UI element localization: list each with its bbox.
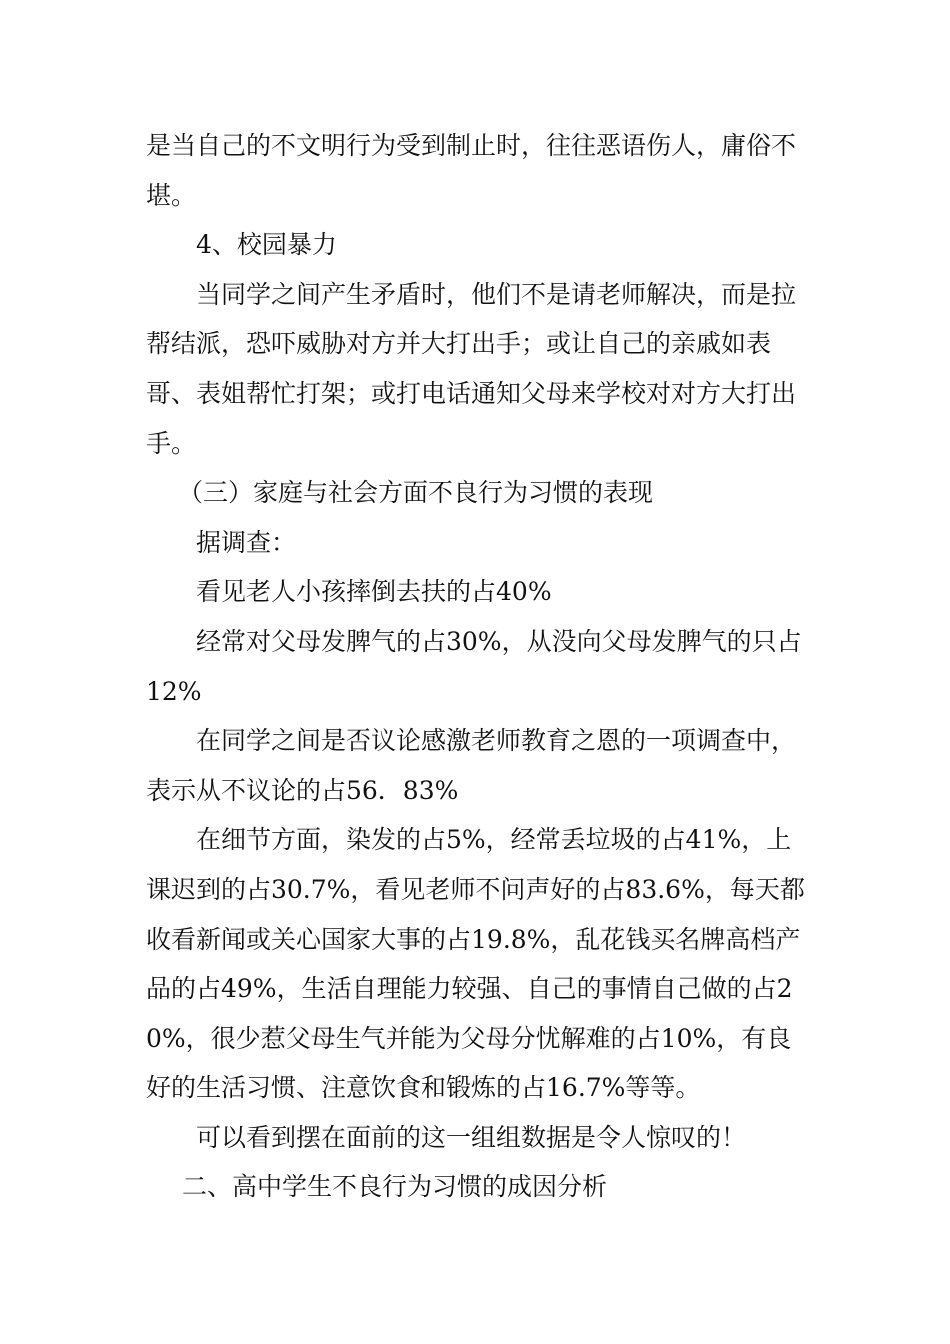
paragraph-survey-intro: 据调查： <box>196 527 297 557</box>
paragraph-survey-gratitude: 在同学之间是否议论感激老师教育之恩的一项调查中，表示从不议论的占56．83% <box>146 726 797 805</box>
document-body <box>146 121 806 1212</box>
section-heading-cause-analysis: 二、高中学生不良行为习惯的成因分析 <box>182 1172 608 1202</box>
paragraph-conclusion: 可以看到摆在面前的这一组组数据是令人惊叹的！ <box>196 1122 747 1152</box>
paragraph-survey-temper: 经常对父母发脾气的占30%，从没向父母发脾气的只占12% <box>146 626 802 706</box>
section-heading-family-society: （三）家庭与社会方面不良行为习惯的表现 <box>178 478 654 508</box>
subheading-campus-violence: 4、校园暴力 <box>196 230 337 260</box>
paragraph-survey-details: 在细节方面，染发的占5%，经常丢垃圾的占41%，上课迟到的占30.7%，看见老师不问声好的占83.6%，每天都收看新闻或关心国家大事的占19.8%，乱花钱买名牌高档产品的占49%，生活自理能力较强、自己的事情自己做的占20%，很少惹父母生气并能为父母分忧解难的占10%，有良好的生活习惯、注意饮食和锻炼的占16.7%等等。 <box>146 825 805 1103</box>
paragraph-survey-help-elderly: 看见老人小孩摔倒去扶的占40% <box>196 577 552 607</box>
paragraph-continuation: 是当自己的不文明行为受到制止时，往往恶语伤人，庸俗不堪。 <box>146 131 797 210</box>
paragraph-violence-description: 当同学之间产生矛盾时，他们不是请老师解决，而是拉帮结派，恐吓威胁对方并大打出手；或让自己的亲戚如表哥、表姐帮忙打架；或打电话通知父母来学校对对方大打出手。 <box>146 279 797 458</box>
